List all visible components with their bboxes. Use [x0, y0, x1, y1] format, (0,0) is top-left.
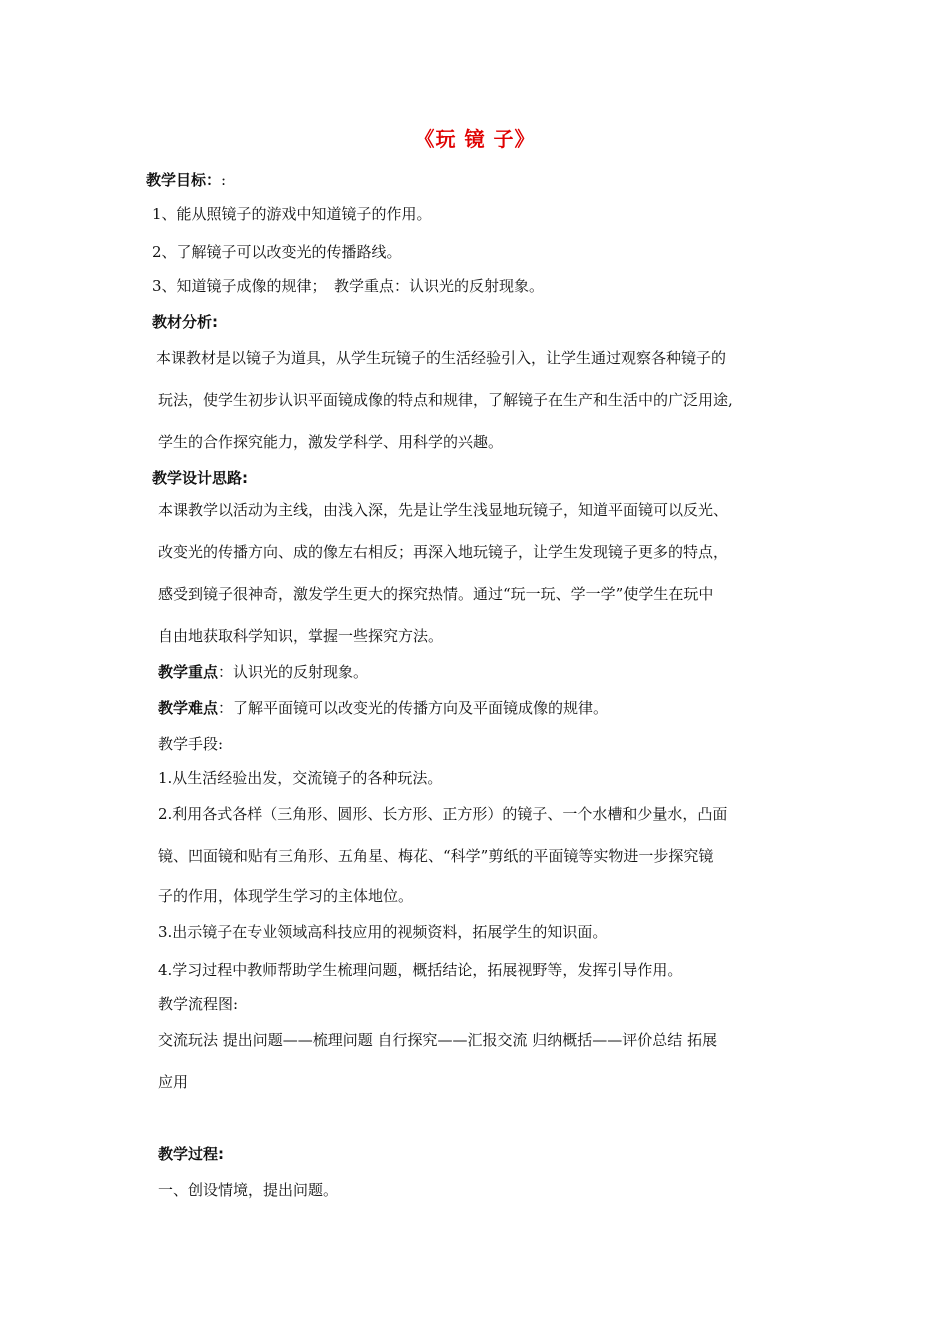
objective-item-1: 1、能从照镜子的游戏中知道镜子的作用。 — [152, 205, 432, 223]
difficulty-row — [158, 698, 608, 718]
means-line-1: 1.从生活经验出发，交流镜子的各种玩法。 — [158, 769, 443, 787]
process-heading: 教学过程: — [158, 1145, 224, 1163]
flow-heading: 教学流程图: — [158, 995, 239, 1013]
key-point-row — [158, 662, 368, 682]
document-title: 《玩 镜 子》 — [414, 127, 536, 151]
design-line-1: 本课教学以活动为主线，由浅入深，先是让学生浅显地玩镜子，知道平面镜可以反光、 — [158, 501, 729, 519]
analysis-line-3: 学生的合作探究能力，激发学科学、用科学的兴趣。 — [158, 433, 504, 451]
analysis-heading: 教材分析: — [152, 313, 218, 331]
means-line-4: 子的作用，体现学生学习的主体地位。 — [158, 887, 414, 905]
means-heading: 教学手段: — [158, 735, 224, 753]
analysis-line-2: 玩法，使学生初步认识平面镜成像的特点和规律，了解镜子在生产和生活中的广泛用途, — [158, 391, 733, 409]
means-line-6: 4.学习过程中教师帮助学生梳理问题，概括结论，拓展视野等，发挥引导作用。 — [158, 961, 683, 979]
design-line-2: 改变光的传播方向、成的像左右相反；再深入地玩镜子，让学生发现镜子更多的特点， — [158, 543, 729, 561]
difficulty-label: 教学难点 — [158, 699, 219, 717]
objectives-heading: 教学目标： — [146, 171, 222, 189]
objective-item-2: 2、了解镜子可以改变光的传播路线。 — [152, 243, 402, 261]
key-point-label: 教学重点 — [158, 663, 219, 681]
objectives-heading-row — [146, 170, 226, 190]
analysis-line-1: 本课教材是以镜子为道具，从学生玩镜子的生活经验引入，让学生通过观察各种镜子的 — [156, 349, 727, 367]
objective-item-3: 3、知道镜子成像的规律； 教学重点：认识光的反射现象。 — [152, 277, 545, 295]
objectives-colon: : — [221, 171, 227, 189]
key-point-text: ：认识光的反射现象。 — [218, 663, 369, 681]
design-line-4: 自由地获取科学知识，掌握一些探究方法。 — [158, 627, 444, 645]
means-line-3: 镜、凹面镜和贴有三角形、五角星、梅花、“科学”剪纸的平面镜等实物进一步探究镜 — [158, 847, 714, 865]
means-line-2: 2.利用各式各样（三角形、圆形、长方形、正方形）的镜子、一个水槽和少量水，凸面 — [158, 805, 728, 823]
flow-line-1: 交流玩法 提出问题——梳理问题 自行探究——汇报交流 归纳概括——评价总结 拓展 — [158, 1031, 718, 1049]
means-line-5: 3.出示镜子在专业领域高科技应用的视频资料，拓展学生的知识面。 — [158, 923, 608, 941]
design-line-3: 感受到镜子很神奇，激发学生更大的探究热情。通过“玩一玩、学一学”使学生在玩中 — [158, 585, 714, 603]
difficulty-text: ：了解平面镜可以改变光的传播方向及平面镜成像的规律。 — [218, 699, 609, 717]
design-heading: 教学设计思路: — [152, 469, 248, 487]
process-step-1: 一、创设情境，提出问题。 — [158, 1181, 339, 1199]
flow-line-2: 应用 — [158, 1073, 189, 1091]
